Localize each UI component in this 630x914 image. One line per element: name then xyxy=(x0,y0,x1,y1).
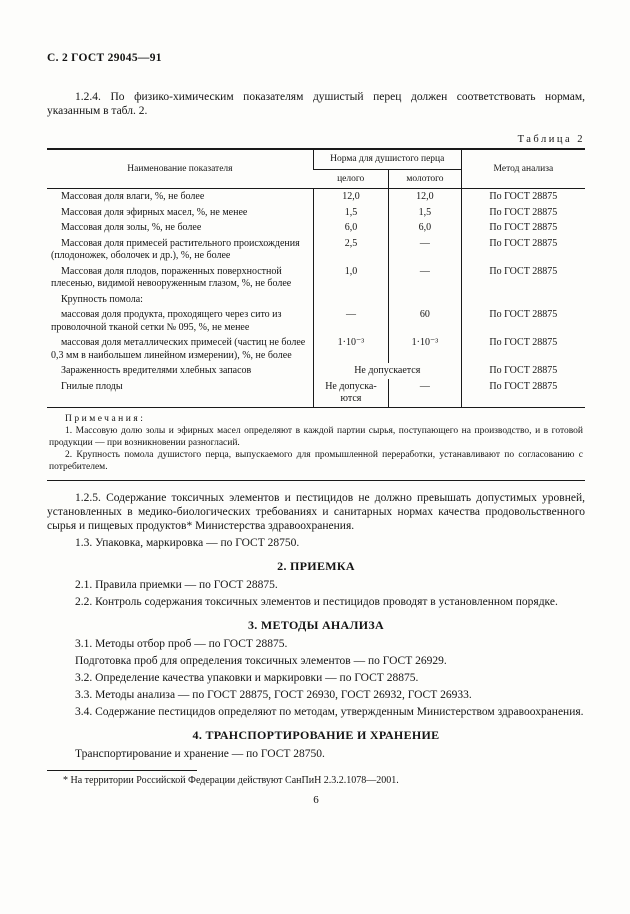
cell-whole: 1·10⁻³ xyxy=(313,335,388,363)
cell-method: По ГОСТ 28875 xyxy=(461,220,585,236)
cell-ground: 6,0 xyxy=(389,220,462,236)
table-row xyxy=(47,264,585,292)
section-heading-priemka: 2. ПРИЕМКА xyxy=(277,558,355,573)
col-header-norm-group: Норма для душистого перца xyxy=(313,149,461,169)
paragraph-1-3: 1.3. Упаковка, маркировка — по ГОСТ 28750. xyxy=(75,536,300,549)
cell-method: По ГОСТ 28875 xyxy=(461,205,585,221)
cell-name: Массовая доля влаги, %, не более xyxy=(61,191,205,202)
cell-ground: 12,0 xyxy=(389,189,462,205)
cell-whole xyxy=(313,292,388,308)
cell-name: Крупность помола: xyxy=(61,293,143,305)
page-header: С. 2 ГОСТ 29045—91 xyxy=(47,52,162,64)
col-header-ground: молотого xyxy=(389,169,462,189)
notes-title: Примечания: xyxy=(65,413,146,424)
col-header-name: Наименование показателя xyxy=(47,149,313,189)
note-item: 2. Крупность помола душистого перца, выпускаемого для промышленной переработки, устанавливают по согласованию с потребителем. xyxy=(49,449,583,472)
paragraph-4-1: Транспортирование и хранение — по ГОСТ 28750. xyxy=(75,747,325,760)
cell-name: Массовая доля золы, %, не более xyxy=(61,222,202,233)
cell-ground: 1,5 xyxy=(389,205,462,221)
table-row xyxy=(47,205,585,221)
cell-name: Гнилые плоды xyxy=(61,380,123,392)
table-row xyxy=(47,379,585,408)
paragraph-3-3: 3.3. Методы анализа — по ГОСТ 28875, ГОСТ 26930, ГОСТ 26932, ГОСТ 26933. xyxy=(75,688,472,701)
cell-whole: — xyxy=(313,307,388,335)
cell-ground: — xyxy=(389,379,462,408)
cell-norm-span: Не допускается xyxy=(313,363,461,379)
table-row xyxy=(47,335,585,363)
paragraph-3-4: 3.4. Содержание пестицидов определяют по методам, утвержденным Министерством здравоохранения. xyxy=(75,705,584,718)
cell-name: Массовая доля примесей растительного происхождения (плодоножек, оболочек и др.), %, не более xyxy=(51,237,300,261)
cell-name: массовая доля металлических примесей (частиц не более 0,3 мм в наибольшем линейном измерении), %, не более xyxy=(51,337,306,361)
paragraph-1-2-5: 1.2.5. Содержание токсичных элементов и пестицидов не должно превышать допустимых уровней, установленных в медико-биологических требованиях и санитарных нормах качества продовольственного сырья и пищевых продуктов* Министерства здравоохранения. xyxy=(47,491,585,532)
paragraph-3-2: 3.2. Определение качества упаковки и маркировки — по ГОСТ 28875. xyxy=(75,671,419,684)
table-header-row xyxy=(47,149,585,169)
cell-name: Зараженность вредителями хлебных запасов xyxy=(61,365,252,376)
cell-ground: — xyxy=(389,236,462,264)
cell-ground: 1·10⁻³ xyxy=(389,335,462,363)
cell-method xyxy=(461,292,585,308)
cell-method: По ГОСТ 28875 xyxy=(461,363,585,379)
table-caption: Таблица 2 xyxy=(517,134,585,145)
note-item: 1. Массовую долю золы и эфирных масел определяют в каждой партии сырья, поступающего на производство, и в готовой продукции — при возникновении разногласий. xyxy=(49,425,583,448)
table-row xyxy=(47,236,585,264)
col-header-method: Метод анализа xyxy=(461,149,585,189)
cell-whole: Не допуска-ются xyxy=(313,379,388,408)
cell-whole: 1,5 xyxy=(313,205,388,221)
cell-ground xyxy=(389,292,462,308)
footnote-rule xyxy=(47,770,197,771)
section-heading-metody-analiza: 3. МЕТОДЫ АНАЛИЗА xyxy=(248,617,384,632)
table-row xyxy=(47,292,585,308)
col-header-whole: целого xyxy=(313,169,388,189)
paragraph-2-2: 2.2. Контроль содержания токсичных элементов и пестицидов проводят в установленном порядке. xyxy=(75,595,558,608)
table-row xyxy=(47,189,585,205)
table-row xyxy=(47,363,585,379)
cell-method: По ГОСТ 28875 xyxy=(461,335,585,363)
cell-whole: 1,0 xyxy=(313,264,388,292)
page-number: 6 xyxy=(313,793,319,806)
cell-whole: 12,0 xyxy=(313,189,388,205)
paragraph-3-1b: Подготовка проб для определения токсичных элементов — по ГОСТ 26929. xyxy=(75,654,447,667)
footnote: * На территории Российской Федерации действуют СанПиН 2.3.2.1078—2001. xyxy=(63,774,399,786)
paragraph-2-1: 2.1. Правила приемки — по ГОСТ 28875. xyxy=(75,578,278,591)
cell-method: По ГОСТ 28875 xyxy=(461,236,585,264)
cell-method: По ГОСТ 28875 xyxy=(461,264,585,292)
cell-name: Массовая доля эфирных масел, %, не менее xyxy=(61,206,248,218)
cell-whole: 2,5 xyxy=(313,236,388,264)
cell-method: По ГОСТ 28875 xyxy=(461,379,585,408)
cell-method: По ГОСТ 28875 xyxy=(461,189,585,205)
table-row xyxy=(47,307,585,335)
cell-method: По ГОСТ 28875 xyxy=(461,307,585,335)
cell-ground: — xyxy=(389,264,462,292)
cell-ground: 60 xyxy=(389,307,462,335)
spec-table xyxy=(47,148,585,408)
table-row xyxy=(47,220,585,236)
table-notes xyxy=(47,408,585,481)
paragraph-3-1: 3.1. Методы отбор проб — по ГОСТ 28875. xyxy=(75,637,288,650)
section-heading-transportirovanie: 4. ТРАНСПОРТИРОВАНИЕ И ХРАНЕНИЕ xyxy=(192,727,440,742)
cell-name: Массовая доля плодов, пораженных поверхностной плесенью, видимой невооруженным глазом, %, не более xyxy=(51,265,292,289)
cell-whole: 6,0 xyxy=(313,220,388,236)
paragraph-1-2-4: 1.2.4. По физико-химическим показателям душистый перец должен соответствовать нормам, указанным в табл. 2. xyxy=(47,91,585,117)
footnote-block xyxy=(47,770,585,787)
cell-name: массовая доля продукта, проходящего через сито из проволочной тканой сетки № 095, %, не менее xyxy=(51,309,282,333)
